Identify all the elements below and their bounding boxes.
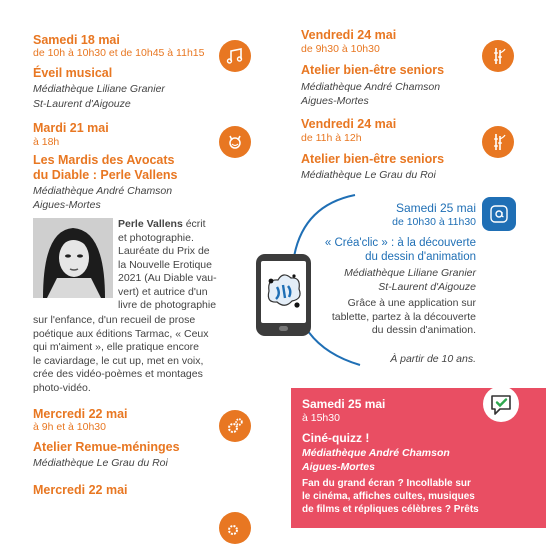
speech-check-icon [483,386,519,422]
event-title: Éveil musical [33,66,113,80]
gears-icon [219,512,251,544]
event-town: Aigues-Mortes [33,199,101,211]
event-description: Fan du grand écran ? Incollable sur le cinéma, affiches cultes, musiques de films et répliques célèbres ? Prêts [302,478,479,515]
event-place: Médiathèque Liliane Granier [33,83,165,95]
event-time: de 9h30 à 10h30 [301,43,380,55]
event-place: Médiathèque Le Grau du Roi [301,169,436,181]
event-time: de 10h à 10h30 et de 10h45 à 11h15 [33,47,205,59]
event-time: à 15h30 [302,412,340,424]
event-date: Mercredi 22 mai [33,483,128,497]
event-time: de 10h30 à 11h30 [392,216,476,228]
author-bio-rest: sur l'enfance, d'un recueil de prose poétique aux éditions Tarmac, « Ceux qui m'aiment », elle pratique encore le caviardage, le cut up, met en voix, crée des vidéo-poèmes et montages photo-vidéo. [33,314,209,394]
event-place: Médiathèque Liliane Granier [344,267,476,279]
event-town: Aigues-Mortes [302,461,375,473]
bamboo-icon [482,126,514,158]
event-time: à 9h et à 10h30 [33,421,106,433]
event-time: de 11h à 12h [301,132,362,144]
gears-icon [219,410,251,442]
event-title: Ciné-quizz ! [302,431,370,445]
tablet-illustration [256,254,311,336]
event-title: Les Mardis des Avocats [33,153,175,167]
event-place: Médiathèque André Chamson [301,81,441,93]
author-portrait [33,218,113,298]
event-title: du Diable : Perle Vallens [33,168,178,182]
music-notes-icon [219,40,251,72]
event-place: Médiathèque André Chamson [302,447,450,459]
bamboo-icon [482,40,514,72]
event-date: Mercredi 22 mai [33,407,128,421]
event-town: Aigues-Mortes [301,95,369,107]
event-town: St-Laurent d'Aigouze [378,281,476,293]
event-date: Mardi 21 mai [33,121,109,135]
event-title: Atelier bien-être seniors [301,63,445,77]
event-title: du dessin d'animation [365,251,476,263]
author-bio-intro: Perle Vallens écrit et photographie. Lauréate du Prix de la Nouvelle Erotique 2021 (Au Diable vau- vert) et autrice d'un livre de photographie [118,218,217,311]
event-date: Samedi 25 mai [302,397,386,411]
age-note: À partir de 10 ans. [390,353,476,365]
event-date: Vendredi 24 mai [301,28,397,42]
event-title: Atelier bien-être seniors [301,152,445,166]
event-description: Grâce à une application sur tablette, partez à la découverte du dessin d'animation. [331,297,476,336]
event-title: Atelier Remue-méninges [33,440,180,454]
at-sign-icon [482,197,516,231]
event-date: Samedi 18 mai [33,33,120,47]
event-date: Vendredi 24 mai [301,117,397,131]
event-time: à 18h [33,136,60,148]
event-place: Médiathèque André Chamson [33,185,173,197]
event-title: « Créa'clic » : à la découverte [324,237,476,249]
author-name: Perle Vallens [118,218,183,230]
devil-icon [219,126,251,158]
event-date: Samedi 25 mai [395,201,476,215]
event-place: Médiathèque Le Grau du Roi [33,457,168,469]
event-town: St-Laurent d'Aigouze [33,98,131,110]
